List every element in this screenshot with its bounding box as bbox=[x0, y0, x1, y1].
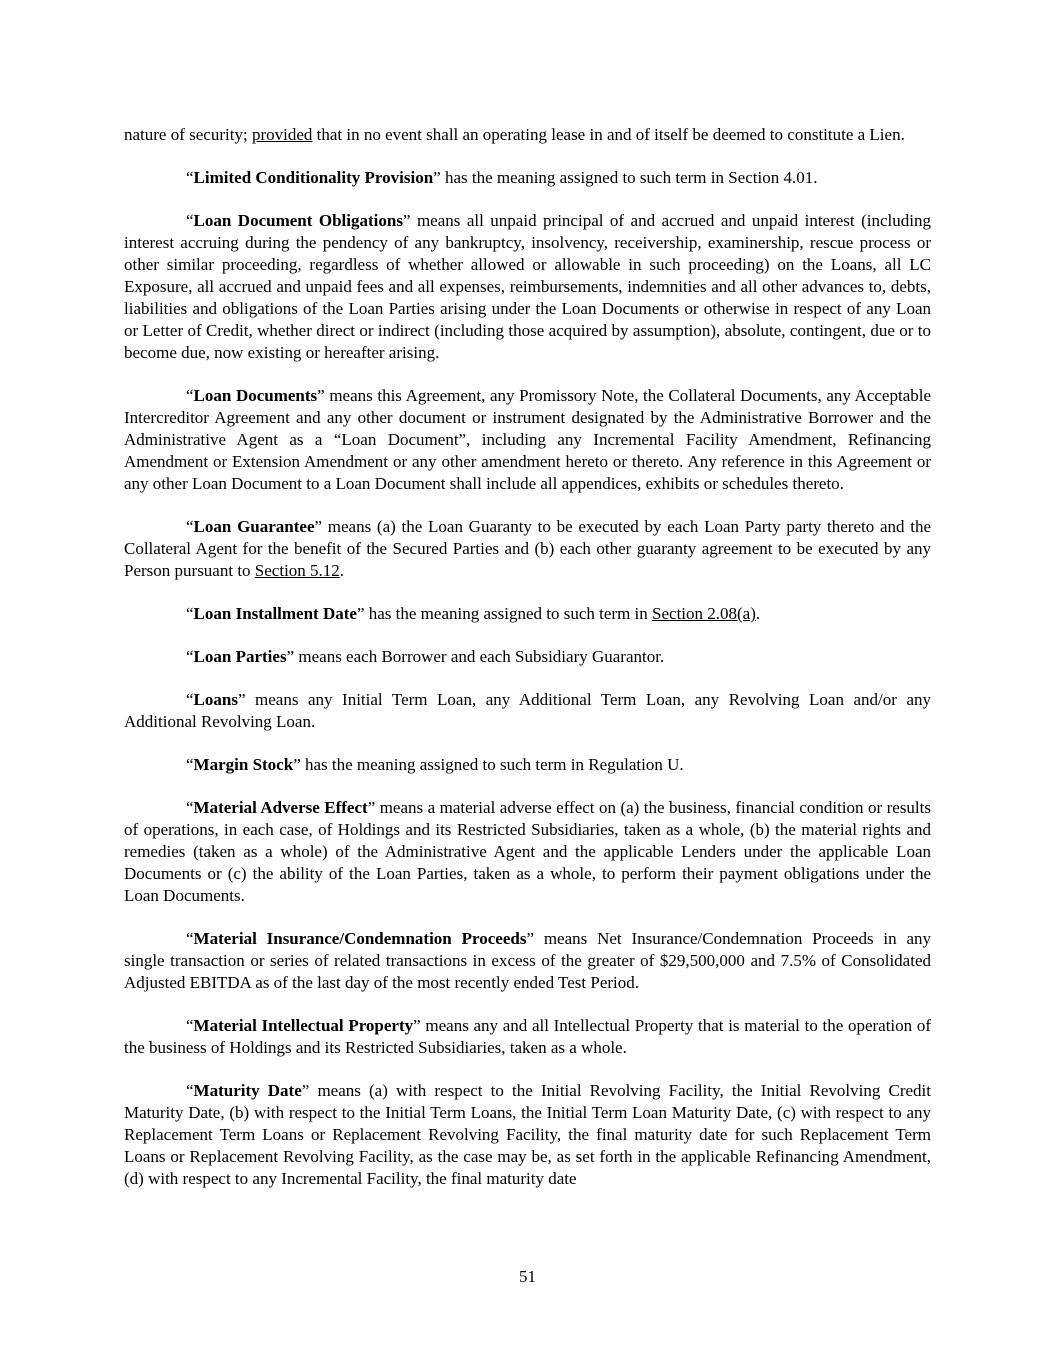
defined-term: Loan Document Obligations bbox=[193, 211, 403, 230]
definition-body: ” means a material adverse effect on (a) the business, financial condition or results of operations, in each case, of Holdings and its Restricted Subsidiaries, taken as a whole, (b) the material rights and remedies (taken as a whole) of the Administrative Agent and the applicable Lenders under the applicable Loan Documents or (c) the ability of the Loan Parties, taken as a whole, to perform their payment obligations under the Loan Documents. bbox=[124, 798, 931, 905]
open-quote: “ bbox=[186, 690, 194, 709]
defined-term: Loan Parties bbox=[193, 647, 287, 666]
definition-maturity-date bbox=[124, 1080, 931, 1190]
open-quote: “ bbox=[186, 647, 194, 666]
defined-term: Limited Conditionality Provision bbox=[193, 168, 434, 187]
defined-term: Margin Stock bbox=[193, 755, 294, 774]
defined-term: Loans bbox=[193, 690, 238, 709]
page-number: 51 bbox=[519, 1267, 536, 1286]
defined-term: Loan Installment Date bbox=[193, 604, 357, 623]
definition-loans bbox=[124, 689, 931, 733]
open-quote: “ bbox=[186, 929, 194, 948]
defined-term: Loan Guarantee bbox=[193, 517, 315, 536]
definition-body: ” has the meaning assigned to such term in Section 4.01. bbox=[433, 168, 818, 187]
definition-material-intellectual-property bbox=[124, 1015, 931, 1059]
definition-limited-conditionality-provision bbox=[124, 167, 931, 189]
defined-term: Material Insurance/Condemnation Proceeds bbox=[193, 929, 527, 948]
defined-term: Material Adverse Effect bbox=[193, 798, 368, 817]
open-quote: “ bbox=[186, 1081, 194, 1100]
definition-material-insurance-condemnation-proceeds bbox=[124, 928, 931, 994]
open-quote: “ bbox=[186, 755, 194, 774]
defined-term: Maturity Date bbox=[193, 1081, 302, 1100]
definition-body: ” has the meaning assigned to such term in Regulation U. bbox=[293, 755, 684, 774]
open-quote: “ bbox=[186, 604, 194, 623]
section-reference-link[interactable]: Section 2.08(a) bbox=[652, 604, 756, 623]
continuation-text-before: nature of security; bbox=[124, 125, 252, 144]
open-quote: “ bbox=[186, 798, 194, 817]
definition-body: ” means each Borrower and each Subsidiary Guarantor. bbox=[286, 647, 665, 666]
definition-margin-stock bbox=[124, 754, 931, 776]
definition-loan-parties bbox=[124, 646, 931, 668]
definition-body: ” means any Initial Term Loan, any Additional Term Loan, any Revolving Loan and/or any Additional Revolving Loan. bbox=[124, 690, 931, 731]
definition-loan-guarantee bbox=[124, 516, 931, 582]
provided-term: provided bbox=[251, 125, 313, 144]
open-quote: “ bbox=[186, 517, 194, 536]
continuation-text-after: that in no event shall an operating lease in and of itself be deemed to constitute a Lien. bbox=[312, 125, 905, 144]
section-reference-link[interactable]: Section 5.12 bbox=[254, 561, 340, 580]
defined-term: Material Intellectual Property bbox=[193, 1016, 414, 1035]
definition-body: ” means Net Insurance/Condemnation Proceeds in any single transaction or series of related transactions in excess of the greater of $29,500,000 and 7.5% of Consolidated Adjusted EBITDA as of the last day of the most recently ended Test Period. bbox=[124, 929, 931, 992]
definition-body: ” has the meaning assigned to such term in bbox=[356, 604, 653, 623]
definition-body: ” means all unpaid principal of and accrued and unpaid interest (including interest accruing during the pendency of any bankruptcy, insolvency, receivership, examinership, rescue process or other similar proceeding, regardless of whether allowed or allowable in such proceeding) on the Loans, all LC Exposure, all accrued and unpaid fees and all expenses, reimbursements, indemnities and all other advances to, debts, liabilities and obligations of the Loan Parties arising under the Loan Documents or otherwise in respect of any Loan or Letter of Credit, whether direct or indirect (including those acquired by assumption), absolute, contingent, due or to become due, now existing or hereafter arising. bbox=[124, 211, 931, 362]
open-quote: “ bbox=[186, 168, 194, 187]
open-quote: “ bbox=[186, 386, 194, 405]
open-quote: “ bbox=[186, 211, 194, 230]
continuation-paragraph bbox=[124, 124, 931, 146]
definition-body: ” means this Agreement, any Promissory Note, the Collateral Documents, any Acceptable Intercreditor Agreement and any other document or instrument designated by the Administrative Borrower and the Administrative Agent as a “Loan Document”, including any Incremental Facility Amendment, Refinancing Amendment or Extension Amendment or any other amendment hereto or thereto. Any reference in this Agreement or any other Loan Document to a Loan Document shall include all appendices, exhibits or schedules thereto. bbox=[124, 386, 932, 493]
document-page bbox=[124, 124, 931, 1211]
definition-tail: . bbox=[339, 561, 345, 580]
definition-loan-document-obligations bbox=[124, 210, 931, 364]
definition-body: ” means any and all Intellectual Property that is material to the operation of the business of Holdings and its Restricted Subsidiaries, taken as a whole. bbox=[124, 1016, 931, 1057]
definition-loan-installment-date bbox=[124, 603, 931, 625]
definition-material-adverse-effect bbox=[124, 797, 931, 907]
definition-body: ” means (a) the Loan Guaranty to be executed by each Loan Party party thereto and the Collateral Agent for the benefit of the Secured Parties and (b) each other guaranty agreement to be executed by any Person pursuant to bbox=[124, 517, 931, 580]
definition-body: ” means (a) with respect to the Initial Revolving Facility, the Initial Revolving Credit Maturity Date, (b) with respect to the Initial Term Loans, the Initial Term Loan Maturity Date, (c) with respect to any Replacement Term Loans or Replacement Revolving Facility, the final maturity date for such Replacement Term Loans or Replacement Revolving Facility, as the case may be, as set forth in the applicable Refinancing Amendment, (d) with respect to any Incremental Facility, the final maturity date bbox=[124, 1081, 931, 1188]
defined-term: Loan Documents bbox=[193, 386, 318, 405]
definition-loan-documents bbox=[124, 385, 931, 495]
definition-tail: . bbox=[755, 604, 761, 623]
open-quote: “ bbox=[186, 1016, 194, 1035]
